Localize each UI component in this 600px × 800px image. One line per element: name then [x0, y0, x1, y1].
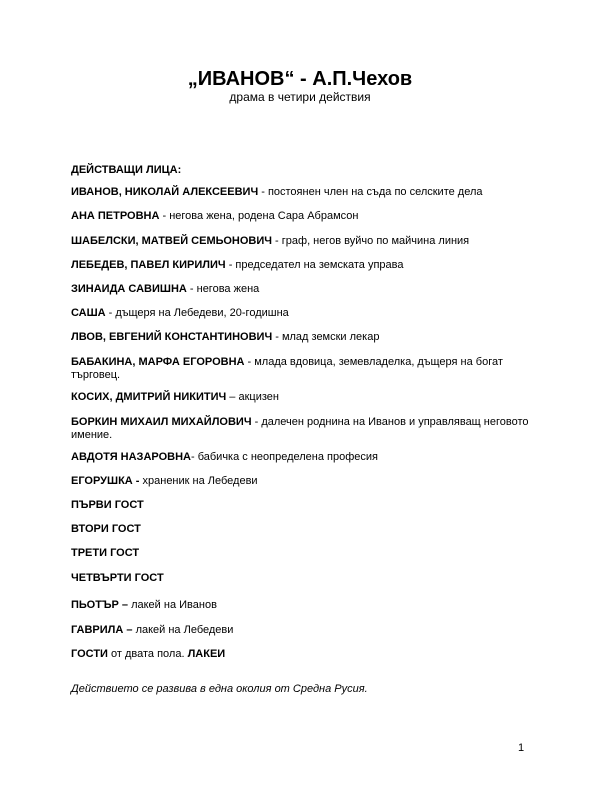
cast-entry: [71, 648, 531, 661]
cast-entry: [71, 259, 531, 272]
cast-entry: [71, 547, 531, 560]
cast-description: - бабичка с неопределена професия: [190, 451, 379, 463]
cast-name: ВТОРИ ГОСТ: [71, 523, 141, 535]
cast-entry: [71, 451, 531, 464]
cast-entry: [71, 624, 531, 637]
cast-name: ПЪРВИ ГОСТ: [71, 499, 144, 511]
document-subtitle: драма в четири действия: [229, 90, 371, 104]
cast-entry: [71, 499, 531, 512]
document-title: „ИВАНОВ“ - А.П.Чехов: [187, 68, 413, 90]
cast-name: ТРЕТИ ГОСТ: [71, 547, 140, 559]
cast-name: ГОСТИ: [71, 648, 108, 660]
cast-description: - млада вдовица, земевладелка, дъщеря на богат търговец.: [71, 356, 503, 381]
cast-entry: [71, 307, 531, 320]
cast-description: - дъщеря на Лебедеви, 20-годишна: [105, 307, 289, 319]
cast-name: ИВАНОВ, НИКОЛАЙ АЛЕКСЕЕВИЧ: [71, 186, 259, 198]
cast-description: - негова жена, родена Сара Абрамсон: [159, 210, 359, 222]
cast-entry: [71, 572, 531, 585]
cast-entry: [71, 416, 531, 442]
page-number: 1: [518, 742, 525, 754]
cast-description: - постоянен член на съда по селските дела: [258, 186, 483, 198]
cast-name: ГАВРИЛА –: [71, 624, 133, 636]
cast-name: ПЬОТЪР –: [71, 599, 129, 611]
cast-description: от двата пола.: [107, 648, 188, 660]
cast-name: ЛВОВ, ЕВГЕНИЙ КОНСТАНТИНОВИЧ: [71, 331, 273, 343]
cast-name: ЕГОРУШКА -: [71, 475, 140, 487]
cast-extra: ЛАКЕИ: [187, 648, 226, 660]
cast-description: – акцизен: [226, 391, 279, 403]
cast-name: КОСИХ, ДМИТРИЙ НИКИТИЧ: [71, 391, 227, 403]
cast-name: АВДОТЯ НАЗАРОВНА: [71, 451, 191, 463]
cast-description: - далечен роднина на Иванов и управляващ неговото имение.: [71, 416, 529, 441]
cast-name: ЗИНАИДА САВИШНА: [71, 283, 187, 295]
cast-name: ЛЕБЕДЕВ, ПАВЕЛ КИРИЛИЧ: [71, 259, 226, 271]
cast-entry: [71, 283, 531, 296]
cast-name: ЧЕТВЪРТИ ГОСТ: [71, 572, 164, 584]
cast-name: БАБАКИНА, МАРФА ЕГОРОВНА: [71, 356, 245, 368]
setting-note: Действието се развива в една околия от Средна Русия.: [71, 683, 368, 695]
title-block: [0, 68, 600, 104]
cast-entry: [71, 523, 531, 536]
cast-entry: [71, 391, 531, 404]
cast-name: ШАБЕЛСКИ, МАТВЕЙ СЕМЬОНОВИЧ: [71, 235, 272, 247]
cast-entry: [71, 475, 531, 488]
cast-description: - негова жена: [186, 283, 260, 295]
cast-name: АНА ПЕТРОВНА: [71, 210, 160, 222]
cast-name: САША: [71, 307, 106, 319]
cast-description: храненик на Лебедеви: [139, 475, 258, 487]
cast-description: лакей на Иванов: [128, 599, 217, 611]
cast-heading: ДЕЙСТВАЩИ ЛИЦА:: [71, 164, 182, 176]
cast-entry: [71, 235, 531, 248]
cast-entry: [71, 599, 531, 612]
cast-description: - млад земски лекар: [272, 331, 380, 343]
cast-entry: [71, 186, 531, 199]
cast-description: - граф, негов вуйчо по майчина линия: [272, 235, 470, 247]
cast-name: БОРКИН МИХАИЛ МИХАЙЛОВИЧ: [71, 416, 252, 428]
cast-description: лакей на Лебедеви: [132, 624, 234, 636]
cast-entry: [71, 210, 531, 223]
cast-entry: [71, 356, 531, 382]
cast-entry: [71, 331, 531, 344]
cast-description: - председател на земската управа: [225, 259, 404, 271]
